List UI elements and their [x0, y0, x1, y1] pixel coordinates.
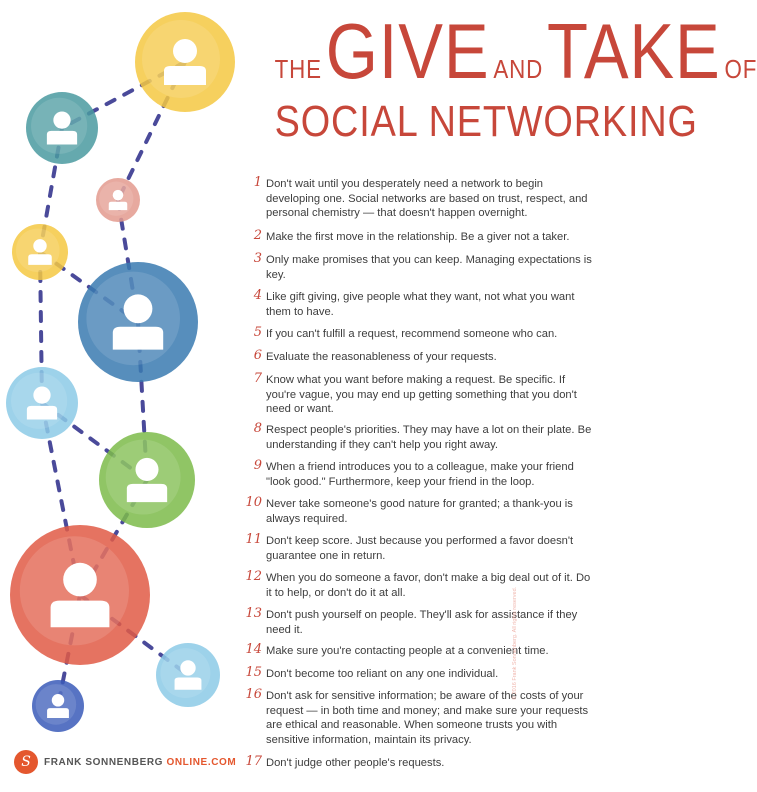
tip-text: Don't keep score. Just because you performed a favor doesn't guarantee one in return. — [266, 535, 574, 562]
tip-number: 9 — [253, 458, 262, 473]
node-light-blue — [6, 367, 78, 439]
tip-text: Don't wait until you desperately need a network to begin developing one. Social networks are based on trust, respect, and personal chemistry — that doesn't happen overnight. — [266, 178, 588, 219]
person-icon-head — [33, 386, 50, 403]
title-take: TAKE — [546, 7, 721, 95]
tip-text: Respect people's priorities. They may have a lot on their plate. Be understanding if they can't help you right away. — [266, 424, 592, 451]
tip-item — [244, 756, 596, 771]
tip-item — [244, 253, 596, 282]
node-yellow-small — [12, 224, 68, 280]
tip-item — [244, 327, 596, 342]
person-icon-body — [127, 484, 167, 502]
tip-number: 16 — [245, 687, 262, 702]
node-pink-small — [96, 178, 140, 222]
logo-mark-icon: S — [14, 750, 38, 774]
person-icon-body — [28, 254, 52, 265]
tip-number: 6 — [253, 348, 262, 363]
tip-number: 3 — [253, 251, 262, 266]
tip-number: 15 — [245, 665, 262, 680]
tip-number: 13 — [245, 606, 262, 621]
node-teal — [26, 92, 98, 164]
person-icon-head — [33, 239, 46, 252]
tip-number: 2 — [253, 228, 262, 243]
tip-item — [244, 644, 596, 659]
node-blue-large — [78, 262, 198, 382]
tip-item — [244, 667, 596, 682]
person-icon-body — [109, 202, 127, 210]
tip-text: Don't ask for sensitive information; be aware of the costs of your request — in both time and money; and make sure your requests are ethical and reasonable. When someone trusts you with sensitive information, maintain its privacy. — [266, 690, 589, 746]
node-red-large — [10, 525, 150, 665]
tip-number: 17 — [245, 754, 262, 769]
tip-item — [244, 423, 596, 452]
tip-number: 10 — [245, 495, 262, 510]
logo-domain: ONLINE.COM — [166, 756, 237, 768]
person-icon-body — [164, 66, 206, 85]
person-icon-body — [175, 678, 202, 690]
logo-text — [44, 757, 236, 768]
person-icon-head — [52, 694, 64, 706]
person-icon-head — [173, 39, 197, 63]
tip-text: When a friend introduces you to a colleague, make your friend "look good." Furthermore, keep your friend in the loop. — [266, 461, 574, 488]
person-icon-head — [135, 458, 158, 481]
tip-item — [244, 534, 596, 563]
tip-text: Don't become too reliant on any one individual. — [266, 668, 499, 680]
tip-text: Make sure you're contacting people at a convenient time. — [266, 645, 549, 657]
title-line-2: SOCIAL NETWORKING — [274, 97, 698, 146]
person-icon-body — [113, 327, 163, 350]
person-icon-body — [47, 131, 77, 145]
tip-item — [244, 230, 596, 245]
node-yellow-large — [135, 12, 235, 112]
tip-item — [244, 290, 596, 319]
person-icon-body — [51, 601, 110, 628]
tip-number: 14 — [245, 642, 262, 657]
person-icon-head — [63, 563, 97, 597]
tip-text: If you can't fulfill a request, recommend someone who can. — [266, 328, 558, 340]
tip-text: Don't judge other people's requests. — [266, 757, 445, 769]
node-navy-small — [32, 680, 84, 732]
title-and: AND — [493, 54, 544, 84]
person-icon-head — [53, 111, 70, 128]
tip-item — [244, 497, 596, 526]
person-icon-head — [113, 190, 124, 201]
tip-number: 11 — [245, 532, 262, 547]
tip-item — [244, 177, 596, 221]
tip-number: 5 — [253, 325, 262, 340]
tip-number: 4 — [253, 288, 262, 303]
title-line-1 — [274, 7, 757, 95]
person-icon-head — [180, 660, 195, 675]
network-illustration — [0, 0, 250, 760]
copyright-notice: © 2016 Frank Sonnenberg. All rights reserved. — [512, 586, 518, 700]
tip-text: Never take someone's good nature for granted; a thank-you is always required. — [266, 498, 573, 525]
node-green — [99, 432, 195, 528]
tip-item — [244, 689, 596, 747]
network-nodes — [6, 12, 235, 732]
person-icon-body — [27, 406, 57, 420]
tip-text: Don't push yourself on people. They'll ask for assistance if they need it. — [266, 609, 578, 636]
brand-logo[interactable] — [14, 750, 236, 774]
tip-text: Evaluate the reasonableness of your requests. — [266, 351, 497, 363]
title-of: OF — [724, 54, 757, 84]
person-icon-head — [124, 294, 153, 323]
tip-text: Like gift giving, give people what they want, not what you want them to have. — [266, 291, 575, 318]
tip-item — [244, 460, 596, 489]
tip-item — [244, 571, 596, 600]
tip-item — [244, 350, 596, 365]
tip-item — [244, 608, 596, 637]
tip-text: When you do someone a favor, don't make a big deal out of it. Do it to help, or don't do it at all. — [266, 572, 591, 599]
tip-number: 8 — [253, 421, 262, 436]
page-title — [250, 7, 757, 146]
tip-number: 7 — [253, 371, 262, 386]
tip-number: 12 — [245, 569, 262, 584]
title-the: THE — [274, 54, 322, 84]
tip-text: Make the first move in the relationship. Be a giver not a taker. — [266, 231, 570, 243]
title-give: GIVE — [325, 7, 490, 95]
person-icon-body — [47, 708, 69, 718]
node-light-blue-small — [156, 643, 220, 707]
tip-number: 1 — [253, 175, 262, 190]
tip-text: Only make promises that you can keep. Managing expectations is key. — [266, 254, 592, 281]
tip-text: Know what you want before making a request. Be specific. If you're vague, you may end up getting something that you don't need or want. — [266, 374, 577, 415]
logo-name: FRANK SONNENBERG — [44, 756, 164, 768]
tip-item — [244, 373, 596, 417]
